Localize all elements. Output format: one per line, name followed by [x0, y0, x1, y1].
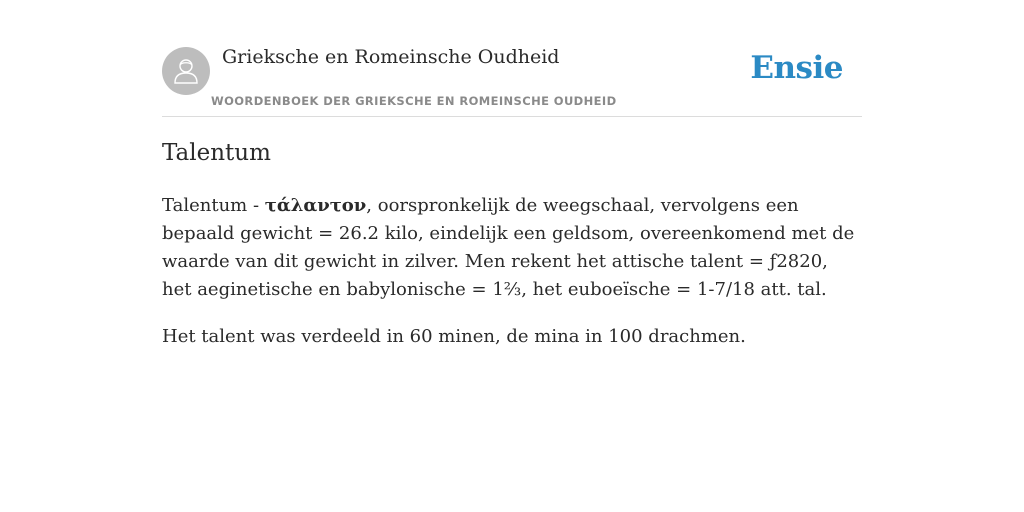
- article-paragraph: [162, 192, 862, 304]
- ensie-logo[interactable]: Ensie: [750, 50, 843, 86]
- page-container: [162, 0, 862, 347]
- user-avatar-icon: [171, 56, 201, 86]
- term-lead: Talentum -: [162, 195, 265, 216]
- dictionary-avatar[interactable]: [162, 47, 210, 95]
- page-title: Talentum: [162, 140, 271, 166]
- greek-term: τάλαντον: [264, 195, 367, 216]
- definition-text: , oorspronkelijk de weegschaal, vervolgens een bepaald gewicht = 26.2 kilo, eindelijk een geldsom, overeenkomend met de waarde van dit gewicht in zilver. Men rekent het attische talent = ƒ2820, het aeginetische en babylonische = 1⅔, het euboeïsche = 1-7/18 att. tal.: [162, 195, 855, 300]
- dictionary-subtitle: WOORDENBOEK DER GRIEKSCHE EN ROMEINSCHE OUDHEID: [211, 94, 617, 108]
- dictionary-header: [162, 0, 862, 117]
- article-paragraph-2: Het talent was verdeeld in 60 minen, de mina in 100 drachmen.: [162, 326, 746, 347]
- dictionary-title-link[interactable]: Grieksche en Romeinsche Oudheid: [222, 46, 560, 68]
